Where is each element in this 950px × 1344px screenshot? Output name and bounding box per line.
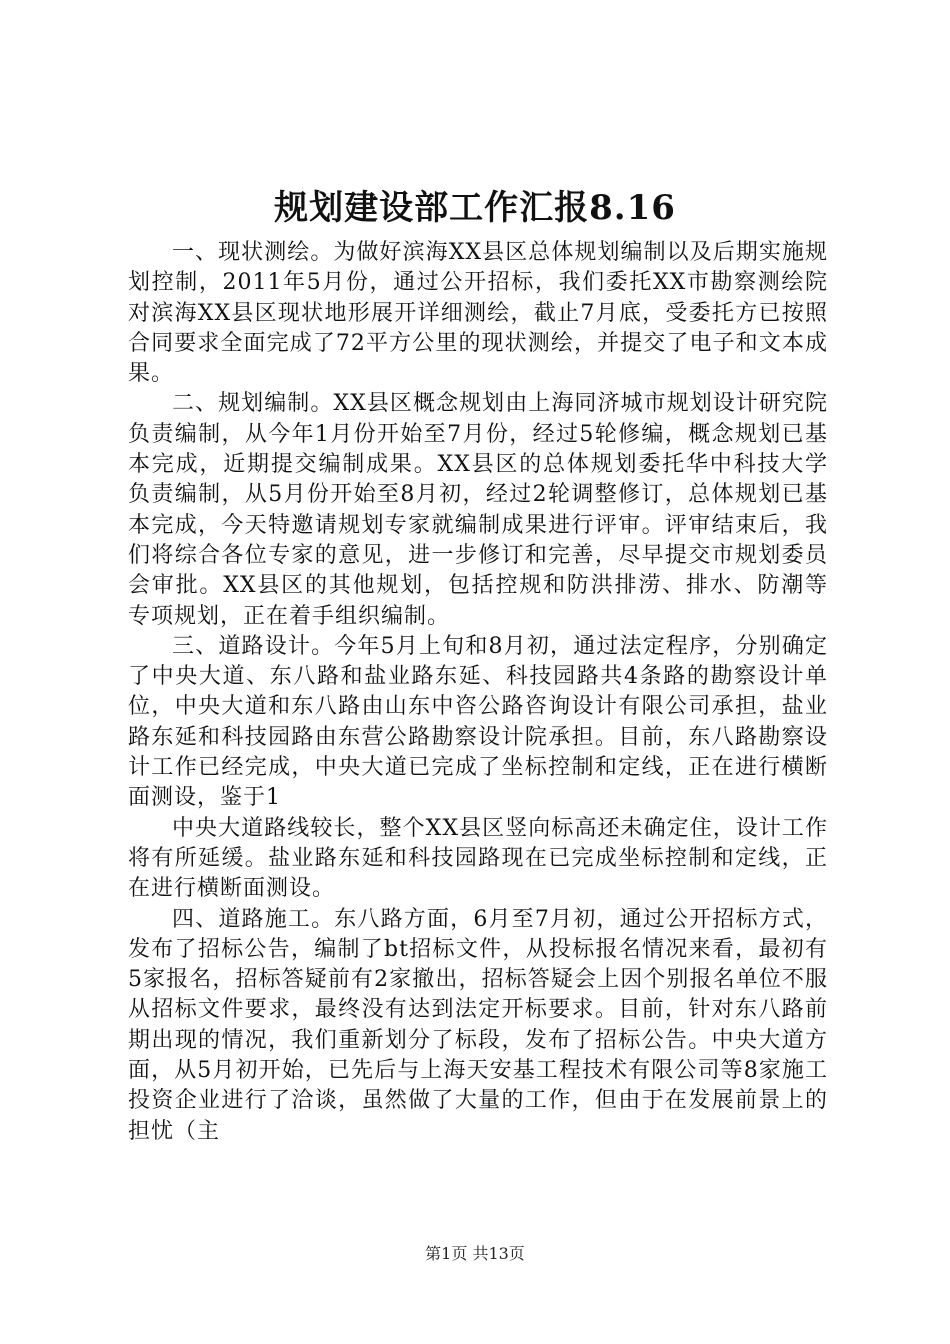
page-footer: 第1页 共13页 [425,1244,525,1263]
paragraph-road-design-continued: 中央大道路线较长，整个XX县区竖向标高还未确定住，设计工作将有所延缓。盐业路东延和科技园路现在已完成坐标控制和定线，正在进行横断面测设。 [128,815,828,902]
document-title: 规划建设部工作汇报8.16 [274,188,676,228]
paragraph-road-construction: 四、道路施工。东八路方面，6月至7月初，通过公开招标方式，发布了招标公告，编制了bt招标文件，从投标报名情况来看，最初有5家报名，招标答疑前有2家撤出，招标答疑会上因个别报名单位不服从招标文件要求，最终没有达到法定开标要求。目前，针对东八路前期出现的情况，我们重新划分了标段，发布了招标公告。中央大道方面，从5月初开始，已先后与上海天安基工程技术有限公司等8家施工投资企业进行了洽谈，虽然做了大量的工作，但由于在发展前景上的担忧（主 [128,906,828,1144]
paragraph-road-design: 三、道路设计。今年5月上旬和8月初，通过法定程序，分别确定了中央大道、东八路和盐业路东延、科技园路共4条路的勘察设计单位，中央大道和东八路由山东中咨公路咨询设计有限公司承担，盐业路东延和科技园路由东营公路勘察设计院承担。目前，东八路勘察设计工作已经完成，中央大道已完成了坐标控制和定线，正在进行横断面测设，鉴于1 [128,633,828,811]
paragraph-planning: 二、规划编制。XX县区概念规划由上海同济城市规划设计研究院负责编制，从今年1月份开始至7月份，经过5轮修编，概念规划已基本完成，近期提交编制成果。XX县区的总体规划委托华中科技大学负责编制，从5月份开始至8月初，经过2轮调整修订，总体规划已基本完成，今天特邀请规划专家就编制成果进行评审。评审结束后，我们将综合各位专家的意见，进一步修订和完善，尽早提交市规划委员会审批。XX县区的其他规划，包括控规和防洪排涝、排水、防潮等专项规划，正在着手组织编制。 [128,391,828,629]
document-body [128,238,828,1147]
paragraph-survey: 一、现状测绘。为做好滨海XX县区总体规划编制以及后期实施规划控制，2011年5月份，通过公开招标，我们委托XX市勘察测绘院对滨海XX县区现状地形展开详细测绘，截止7月底，受委托方已按照合同要求全面完成了72平方公里的现状测绘，并提交了电子和文本成果。 [128,240,828,387]
